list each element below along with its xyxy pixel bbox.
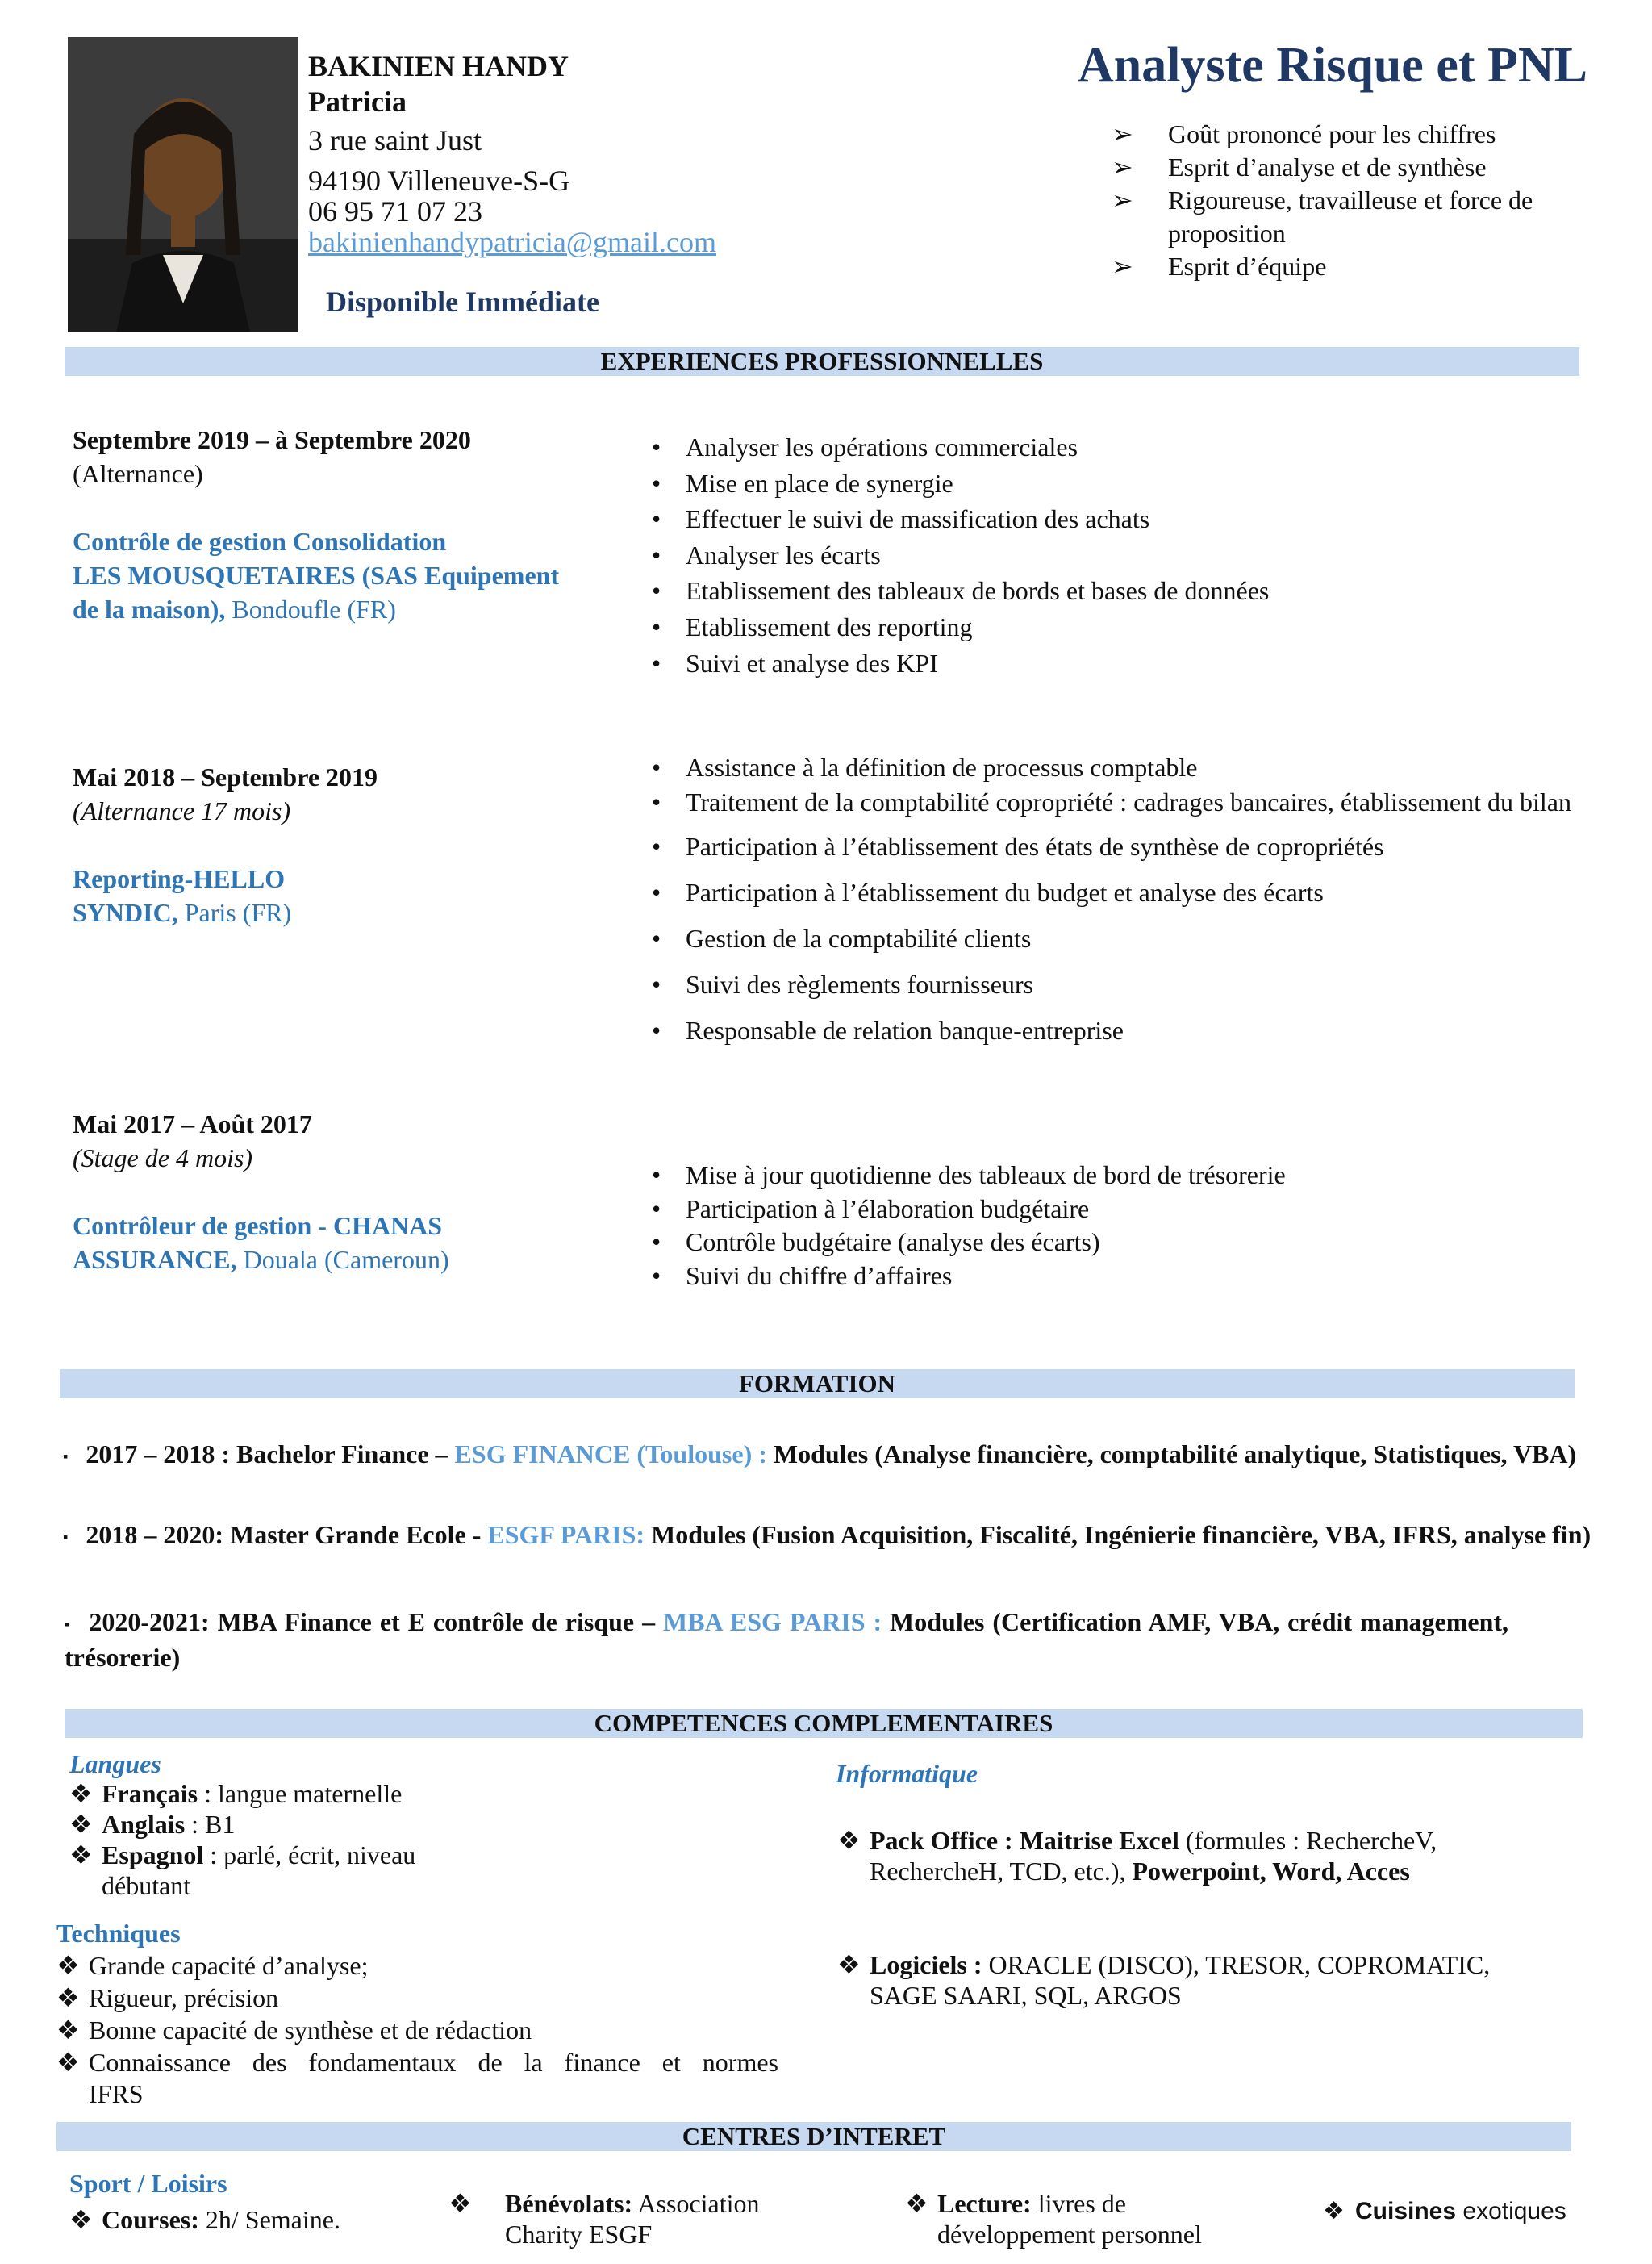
experience-location: Paris (FR) [177,898,292,927]
availability: Disponible Immédiate [326,286,600,318]
task-item: • Mise en place de synergie [649,466,1600,502]
arrow-bullet-icon: ➢ [1112,152,1133,182]
experience-period: Septembre 2019 – à Septembre 2020 [73,425,471,454]
section-bar-competences: COMPETENCES COMPLEMENTAIRES [65,1709,1583,1738]
langues-title: Langues [69,1749,161,1778]
quality-item-wrap: proposition [1168,219,1286,248]
diamond-bullet-icon: ❖ [837,1826,861,1855]
interest-lecture: ❖ Lecture: livres de développement personnel [905,2189,1202,2249]
experience-3-info [73,1107,637,1276]
task-item: • Effectuer le suivi de massification des achats [649,501,1600,537]
diamond-bullet-icon: ❖ [837,1950,861,1979]
experience-2-tasks [649,750,1605,1048]
task-item: • Etablissement des tableaux de bords et bases de données [649,573,1600,609]
square-bullet-icon: ▪ [63,1448,69,1465]
diamond-bullet-icon: ❖ [56,1951,80,1980]
quality-item: ➢ Esprit d’équipe [1112,250,1596,283]
sport-title: Sport / Loisirs [69,2169,227,2198]
interest-courses: ❖ Courses: 2h/ Semaine. [69,2205,340,2234]
experience-role: Reporting-HELLO [73,864,286,893]
langues-list: ❖ Français : langue maternelle ❖ Anglais : B1 ❖ Espagnol : parlé, écrit, niveau débutant [69,1779,416,1900]
task-item: • Etablissement des reporting [649,609,1600,645]
section-bar-formation: FORMATION [60,1369,1575,1398]
diamond-bullet-icon: ❖ [56,2015,80,2045]
quality-item: ➢ Rigoureuse, travailleuse et force de [1112,184,1596,217]
experience-type: (Stage de 4 mois) [73,1143,253,1172]
informatique-title: Informatique [836,1759,978,1788]
task-item: • Analyser les opérations commerciales [649,429,1600,466]
task-item: • Responsable de relation banque-entreprise [649,1013,1605,1048]
techniques-list: ❖ Grande capacité d’analyse; ❖ Rigueur, précision ❖ Bonne capacité de synthèse et de rédaction ❖ Connaissance des fondamentaux de la finance et normes IFRS [56,1951,778,2108]
experience-type: (Alternance) [73,459,203,488]
task-item: • Gestion de la comptabilité clients [649,921,1605,956]
experience-period: Mai 2017 – Août 2017 [73,1109,312,1138]
experience-period: Mai 2018 – Septembre 2019 [73,762,378,792]
profile-photo [68,37,298,332]
experience-location: Bondoufle (FR) [225,595,396,624]
informatique-pack: ❖ Pack Office : Maitrise Excel (formules : RechercheV, RechercheH, TCD, etc.), Powerpoint, Word, Acces [837,1826,1437,1886]
task-item: • Suivi des règlements fournisseurs [649,967,1605,1002]
interest-cuisine: ❖ Cuisines exotiques [1323,2197,1566,2225]
techniques-title: Techniques [56,1919,181,1948]
task-item: • Participation à l’établissement des états de synthèse de copropriétés [649,829,1605,864]
experience-2-info [73,760,637,929]
name-line1: BAKINIEN HANDY [308,50,569,82]
arrow-bullet-icon: ➢ [1112,119,1133,148]
email-link[interactable]: bakinienhandypatricia@gmail.com [308,226,716,258]
experience-1-info [73,423,637,626]
square-bullet-icon: ▪ [65,1616,72,1633]
experience-3-tasks [649,1159,1600,1293]
quality-item: ➢ Goût prononcé pour les chiffres [1112,118,1596,151]
task-item: • Suivi du chiffre d’affaires [649,1259,1600,1293]
experience-1-tasks [649,429,1600,681]
arrow-bullet-icon: ➢ [1112,252,1133,281]
address-line2: 94190 Villeneuve-S-G [308,165,570,197]
job-title: Analyste Risque et PNL [1077,38,1587,93]
informatique-logiciels: ❖ Logiciels : ORACLE (DISCO), TRESOR, COPROMATIC, SAGE SAARI, SQL, ARGOS [837,1950,1491,2010]
formation-school: ESGF PARIS: [487,1520,645,1549]
formation-item-1: ▪ 2017 – 2018 : Bachelor Finance – ESG FINANCE (Toulouse) : Modules (Analyse financière, comptabilité analytique, Statistiques, VBA) [63,1439,1577,1468]
diamond-bullet-icon: ❖ [69,2205,93,2234]
experience-role: Contrôleur de gestion - CHANAS [73,1211,443,1240]
diamond-bullet-icon: ❖ [1323,2197,1345,2225]
diamond-bullet-icon: ❖ [56,2048,80,2077]
task-item: • Contrôle budgétaire (analyse des écarts) [649,1226,1600,1259]
experience-type: (Alternance 17 mois) [73,796,291,825]
phone-number: 06 95 71 07 23 [308,195,482,228]
experience-company: LES MOUSQUETAIRES (SAS Equipement [73,561,560,590]
formation-school: ESG FINANCE (Toulouse) : [454,1439,767,1468]
square-bullet-icon: ▪ [63,1529,69,1546]
task-item: • Participation à l’établissement du budget et analyse des écarts [649,875,1605,910]
task-item: • Analyser les écarts [649,537,1600,574]
experience-company-cont: de la maison), [73,595,226,624]
portrait-illustration [68,37,298,332]
task-item: • Traitement de la comptabilité copropriété : cadrages bancaires, établissement du bilan [649,785,1605,820]
section-bar-experience: EXPERIENCES PROFESSIONNELLES [65,347,1579,376]
diamond-bullet-icon: ❖ [56,1983,80,2012]
section-bar-interests: CENTRES D’INTERET [56,2122,1571,2151]
task-item: • Mise à jour quotidienne des tableaux de bord de trésorerie [649,1159,1600,1193]
diamond-bullet-icon: ❖ [69,1810,93,1839]
experience-company: SYNDIC, [73,898,178,927]
experience-location: Douala (Cameroun) [236,1245,449,1274]
interest-benevolat: ❖ Bénévolats: Association Charity ESGF [448,2189,760,2249]
name-line2: Patricia [308,86,407,118]
quality-item: ➢ Esprit d’analyse et de synthèse [1112,151,1596,184]
formation-school: MBA ESG PARIS : [663,1607,882,1636]
task-item: • Suivi et analyse des KPI [649,645,1600,682]
diamond-bullet-icon: ❖ [905,2189,928,2218]
task-item: • Participation à l’élaboration budgétaire [649,1193,1600,1226]
experience-company: ASSURANCE, [73,1245,237,1274]
diamond-bullet-icon: ❖ [69,1779,93,1808]
arrow-bullet-icon: ➢ [1112,186,1133,215]
diamond-bullet-icon: ❖ [69,1840,93,1869]
formation-item-2: ▪ 2018 – 2020: Master Grande Ecole - ESGF PARIS: Modules (Fusion Acquisition, Fiscalité, Ingénierie financière, VBA, IFRS, analyse fin) [63,1520,1592,1549]
address-line1: 3 rue saint Just [308,124,482,157]
qualities-list [1112,118,1596,283]
formation-item-3: ▪ 2020-2021: MBA Finance et E contrôle de risque – MBA ESG PARIS : Modules (Certification AMF, VBA, crédit management, trésorerie) [65,1607,1509,1673]
task-item: • Assistance à la définition de processus comptable [649,750,1605,785]
diamond-bullet-icon: ❖ [448,2189,472,2218]
experience-role: Contrôle de gestion Consolidation [73,527,447,556]
